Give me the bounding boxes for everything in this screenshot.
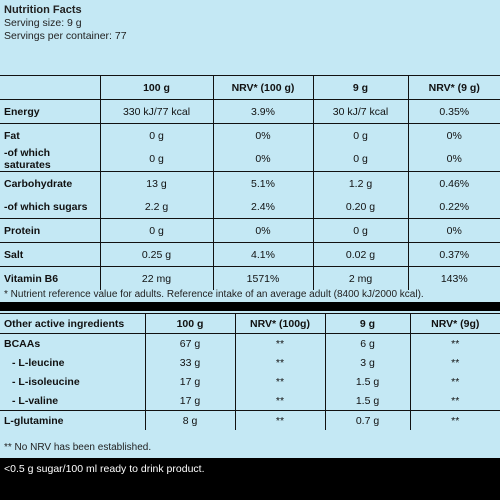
table-row	[0, 267, 500, 291]
cell-nrv-100g: **	[235, 411, 325, 431]
cell-nrv-9g: 143%	[408, 267, 500, 291]
table-row	[0, 100, 500, 124]
nutrition-table	[0, 75, 500, 290]
cell-9g: 0.7 g	[325, 411, 410, 431]
nrv-footnote: * Nutrient reference value for adults. Reference intake of an average adult (8400 kJ/2000 kcal).	[4, 289, 424, 300]
cell-100g: 0 g	[100, 147, 213, 172]
cell-9g: 0.20 g	[313, 195, 408, 219]
cell-9g: 1.5 g	[325, 391, 410, 411]
cell-nrv-9g: 0.35%	[408, 100, 500, 124]
ingredients-header-row	[0, 314, 500, 334]
table-row	[0, 147, 500, 172]
column-header-nrv-9g: NRV* (9g)	[410, 314, 500, 334]
table-row	[0, 353, 500, 372]
row-label: BCAAs	[0, 334, 145, 354]
row-label: Salt	[0, 243, 100, 267]
cell-100g: 8 g	[145, 411, 235, 431]
column-header-100g: 100 g	[145, 314, 235, 334]
cell-100g: 22 mg	[100, 267, 213, 291]
cell-100g: 17 g	[145, 391, 235, 411]
cell-nrv-9g: **	[410, 372, 500, 391]
row-label: Energy	[0, 100, 100, 124]
table-row	[0, 172, 500, 196]
cell-nrv-100g: **	[235, 372, 325, 391]
cell-nrv-100g: 4.1%	[213, 243, 313, 267]
cell-9g: 6 g	[325, 334, 410, 354]
row-label: Fat	[0, 124, 100, 148]
no-nrv-footnote: ** No NRV has been established.	[4, 442, 152, 453]
cell-nrv-100g: **	[235, 334, 325, 354]
label-title: Nutrition Facts	[4, 4, 82, 16]
row-label: Protein	[0, 219, 100, 243]
cell-9g: 0 g	[313, 124, 408, 148]
cell-nrv-9g: 0%	[408, 124, 500, 148]
nutrition-header-row	[0, 76, 500, 100]
cell-9g: 1.2 g	[313, 172, 408, 196]
column-header-100g: 100 g	[100, 76, 213, 100]
cell-nrv-100g: 3.9%	[213, 100, 313, 124]
table-row	[0, 243, 500, 267]
footer-band	[0, 458, 500, 500]
cell-100g: 67 g	[145, 334, 235, 354]
cell-nrv-100g: 0%	[213, 147, 313, 172]
cell-9g: 0.02 g	[313, 243, 408, 267]
cell-100g: 0.25 g	[100, 243, 213, 267]
cell-100g: 2.2 g	[100, 195, 213, 219]
row-label: -of which sugars	[4, 200, 88, 213]
column-header-nrv-100g: NRV* (100g)	[235, 314, 325, 334]
label-header	[4, 4, 127, 43]
cell-nrv-100g: 0%	[213, 219, 313, 243]
cell-nrv-100g: 2.4%	[213, 195, 313, 219]
cell-nrv-9g: 0%	[408, 147, 500, 172]
servings-per-container: Servings per container: 77	[4, 30, 127, 42]
row-label: Carbohydrate	[0, 172, 100, 196]
cell-100g: 0 g	[100, 219, 213, 243]
column-header-nrv-100g: NRV* (100 g)	[213, 76, 313, 100]
column-header-ingredient: Other active ingredients	[0, 314, 145, 334]
cell-nrv-100g: **	[235, 391, 325, 411]
cell-nrv-100g: 0%	[213, 124, 313, 148]
row-label: - L-leucine	[12, 356, 65, 369]
serving-size: Serving size: 9 g	[4, 17, 82, 29]
cell-nrv-9g: 0.46%	[408, 172, 500, 196]
cell-nrv-100g: 5.1%	[213, 172, 313, 196]
cell-100g: 17 g	[145, 372, 235, 391]
footer-note: <0.5 g sugar/100 ml ready to drink product.	[4, 463, 205, 475]
row-label: L-glutamine	[0, 411, 145, 431]
active-ingredients-table	[0, 313, 500, 430]
cell-nrv-9g: **	[410, 411, 500, 431]
column-header-nutrient	[0, 76, 100, 100]
table-row	[0, 124, 500, 148]
cell-nrv-100g: 1571%	[213, 267, 313, 291]
table-row	[0, 372, 500, 391]
row-label: - L-isoleucine	[12, 375, 80, 388]
cell-100g: 33 g	[145, 353, 235, 372]
column-header-nrv-9g: NRV* (9 g)	[408, 76, 500, 100]
row-label: -of which saturates	[4, 147, 51, 171]
table-row	[0, 334, 500, 354]
cell-nrv-100g: **	[235, 353, 325, 372]
cell-nrv-9g: **	[410, 391, 500, 411]
cell-nrv-9g: **	[410, 353, 500, 372]
table-row	[0, 411, 500, 431]
cell-9g: 3 g	[325, 353, 410, 372]
column-header-9g: 9 g	[313, 76, 408, 100]
cell-100g: 330 kJ/77 kcal	[100, 100, 213, 124]
cell-9g: 30 kJ/7 kcal	[313, 100, 408, 124]
cell-nrv-9g: **	[410, 334, 500, 354]
cell-nrv-9g: 0%	[408, 219, 500, 243]
column-header-9g: 9 g	[325, 314, 410, 334]
cell-9g: 0 g	[313, 147, 408, 172]
row-label: - L-valine	[12, 394, 59, 407]
cell-100g: 0 g	[100, 124, 213, 148]
cell-100g: 13 g	[100, 172, 213, 196]
table-row	[0, 219, 500, 243]
separator-band	[0, 302, 500, 311]
table-row	[0, 195, 500, 219]
cell-nrv-9g: 0.22%	[408, 195, 500, 219]
cell-nrv-9g: 0.37%	[408, 243, 500, 267]
row-label: Vitamin B6	[0, 267, 100, 291]
cell-9g: 1.5 g	[325, 372, 410, 391]
cell-9g: 0 g	[313, 219, 408, 243]
table-row	[0, 391, 500, 411]
cell-9g: 2 mg	[313, 267, 408, 291]
